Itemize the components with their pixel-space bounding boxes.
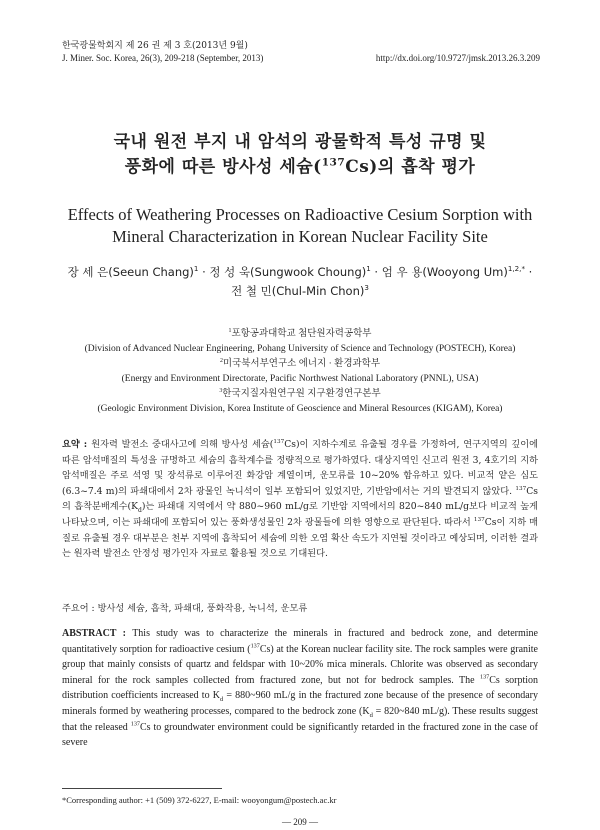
title-en-line2: Mineral Characterization in Korean Nuclear Facility Site [112,227,488,246]
keywords-ko-label: 주요어 : [62,603,98,614]
corresponding-author-footnote: *Corresponding author: +1 (509) 372-6227, E-mail: wooyongum@postech.ac.kr [62,795,337,805]
author-list: 장 세 은(Seeun Chang)$^1$ · 정 성 욱(Sungwook Choung)$^1$ · 엄 우 용(Wooyong Um)$^{1,2,*}$ · [67,264,533,279]
journal-header-en: J. Miner. Soc. Korea, 26(3), 209-218 (September, 2013) [62,53,264,63]
affiliation-1-en: (Division of Advanced Nuclear Engineering, Pohang University of Science and Technology (POSTECH), Korea) [84,344,516,354]
author-3: 엄 우 용(Wooyong Um) [381,265,508,279]
title-en-line1: Effects of Weathering Processes on Radioactive Cesium Sorption with [67,205,533,224]
footnote-divider [62,788,222,789]
title-ko-line1: 국내 원전 부지 내 암석의 광물학적 특성 규명 및 [113,132,487,152]
author-1: 장 세 은(Seeun Chang) [67,265,194,279]
keywords-ko: 주요어 : 방사성 세슘, 흡착, 파쇄대, 풍화작용, 녹니석, 운모류 [62,603,308,614]
abstract-en: ABSTRACT : This study was to characterize the minerals in fractured and bedrock zone, and determine quantitatively sorption for radioactive cesium ($^{137}$Cs) at the Korean nuclear facility site. The rock samples were granite group that mainly consists of quartz and feldspar with 10~20% mica minerals. Chlorite was observed as secondary mineral for the rock samples collected from fractured zone, but not for bedrock samples. The $^{137}$Cs sorption distribution coefficients increased to $K_d$ = 880~960 mL/g in the fractured zone because of the presence of secondary minerals formed by weathering processes, compared to the bedrock zone ($K_d$ = 820~840 mL/g). These results suggest that the released $^{137}$Cs to groundwater environment could be significantly retarded in the fractured zone in the case of severe [62,628,539,749]
affiliation-3-ko: $^3$한국지질자원연구원 지구환경연구본부 [219,387,381,399]
author-4-line: 전 철 민(Chul-Min Chon)$^3$ [231,283,369,298]
affiliation-2-ko: $^2$미국북서부연구소 에너지 · 환경과학부 [219,357,381,369]
abstract-en-label: ABSTRACT : [62,628,133,639]
abstract-ko-label: 요약 : [62,439,92,450]
affiliation-1-ko: $^1$포항공과대학교 첨단원자력공학부 [228,327,372,339]
journal-header-ko: 한국광물학회지 제 26 권 제 3 호(2013년 9월) [62,41,248,51]
author-2: 정 성 욱(Sungwook Choung) [209,265,367,279]
affiliation-3-en: (Geologic Environment Division, Korea Institute of Geoscience and Mineral Resources (KIGAM), Korea) [97,404,503,414]
affiliation-2-en: (Energy and Environment Directorate, Pacific Northwest National Laboratory (PNNL), USA) [121,374,479,384]
abstract-ko: 요약 : 원자력 발전소 중대사고에 의해 방사성 세슘($^{137}$Cs)이 지하수계로 유출될 경우를 가정하여, 연구지역의 깊이에 따른 암석매질의 특성을 규명하고 세슘의 흡착계수를 정량적으로 평가하였다. 대상지역인 신고리 원전 3, 4호기의 지하 암석매질은 주로 석영 및 장석류로 이루어진 화강암 계열이며, 운모류를 10~20% 함유하고 있다. 비교적 얕은 심도(6.3~7.4 m)의 파쇄대에서 2차 광물인 녹니석이 일부 포함되어 있었지만, 기반암에서는 거의 발견되지 않았다. $^{137}$Cs의 흡착분배계수$(K_d)$는 파쇄대 지역에서 약 880~960 mL/g로 기반암 지역에서의 820~840 mL/g보다 비교적 높게 나타났으며, 이는 파쇄대에 포함되어 있는 풍화생성물인 2차 광물들에 의한 영향으로 판단된다. 따라서 $^{137}$Cs이 지하 매질로 유출될 경우 대부분은 천부 지역에 흡착되어 세슘에 의한 오염 확산 속도가 지연될 것이라고 예상되며, 이러한 결과는 원자력 발전소 안정성 평가인자 자료로 활용될 것으로 기대된다. [62,438,538,560]
title-ko-line2: 풍화에 따른 방사성 세슘($^{137}$Cs)의 흡착 평가 [124,156,476,177]
doi-link[interactable]: http://dx.doi.org/10.9727/jmsk.2013.26.3.209 [375,53,540,63]
page-number: — 209 — [282,817,318,827]
author-4: 전 철 민(Chul-Min Chon) [231,284,365,298]
